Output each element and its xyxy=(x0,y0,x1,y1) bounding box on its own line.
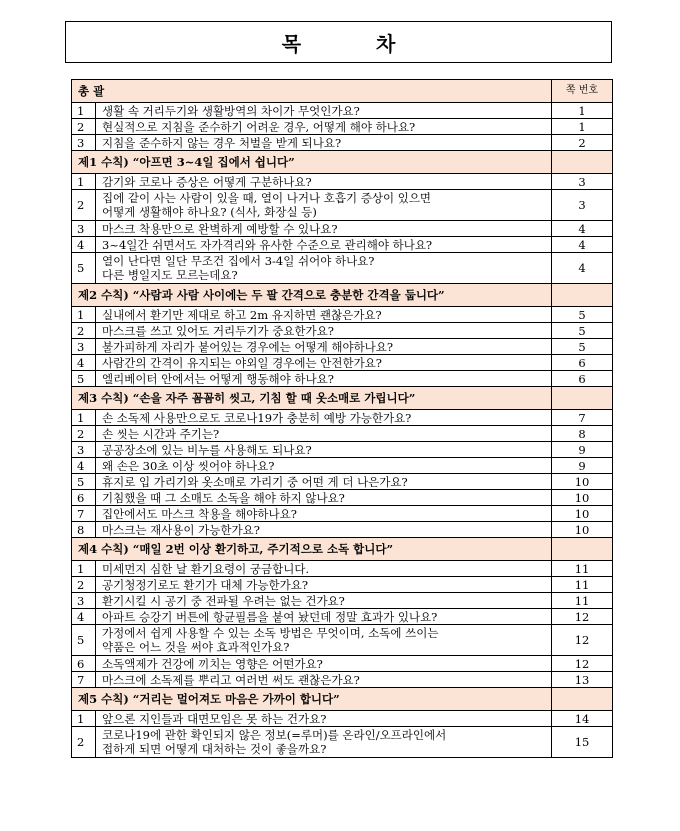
page-number: 3 xyxy=(552,174,613,190)
section-heading: 제2 수칙) “사람과 사람 사이에는 두 팔 간격으로 충분한 간격을 둡니다” xyxy=(72,284,552,307)
page-number: 14 xyxy=(552,711,613,727)
section-heading: 제1 수칙) “아프면 3~4일 집에서 쉽니다” xyxy=(72,151,552,174)
question-number: 2 xyxy=(72,727,96,758)
question-number: 2 xyxy=(72,190,96,221)
question-number: 4 xyxy=(72,609,96,625)
toc-row[interactable] xyxy=(72,190,613,221)
toc-row[interactable] xyxy=(72,103,613,119)
question-cell xyxy=(96,323,552,339)
question-cell xyxy=(96,221,552,237)
toc-body xyxy=(72,80,613,758)
question-cell xyxy=(96,426,552,442)
question-number: 4 xyxy=(72,237,96,253)
toc-title-box xyxy=(65,21,612,63)
question-number: 7 xyxy=(72,672,96,688)
question-cell xyxy=(96,135,552,151)
section-header xyxy=(72,688,613,711)
page-number: 3 xyxy=(552,190,613,221)
page-number: 11 xyxy=(552,593,613,609)
page-number: 5 xyxy=(552,307,613,323)
question-cell xyxy=(96,103,552,119)
question-cell xyxy=(96,237,552,253)
toc-row[interactable] xyxy=(72,426,613,442)
page-number: 6 xyxy=(552,355,613,371)
page-column-header xyxy=(552,151,613,174)
question-number: 2 xyxy=(72,426,96,442)
question-cell xyxy=(96,490,552,506)
question-text-line: 왜 손은 30초 이상 씻어야 하나요? xyxy=(102,458,275,473)
page-number: 8 xyxy=(552,426,613,442)
page-number: 9 xyxy=(552,442,613,458)
page-number: 1 xyxy=(552,119,613,135)
page-number: 6 xyxy=(552,371,613,387)
question-cell xyxy=(96,672,552,688)
page-number: 12 xyxy=(552,625,613,656)
question-number: 2 xyxy=(72,119,96,135)
question-text-line: 어떻게 생활해야 하나요? (식사, 화장실 등) xyxy=(102,205,317,219)
toc-row[interactable] xyxy=(72,625,613,656)
toc-row[interactable] xyxy=(72,237,613,253)
question-cell xyxy=(96,355,552,371)
toc-row[interactable] xyxy=(72,522,613,538)
question-cell xyxy=(96,119,552,135)
question-cell xyxy=(96,474,552,490)
page-number: 4 xyxy=(552,253,613,284)
question-cell xyxy=(96,727,552,758)
question-cell xyxy=(96,506,552,522)
section-header xyxy=(72,538,613,561)
question-text-line: 집에 같이 사는 사람이 있을 때, 열이 나거나 호흡기 증상이 있으면 xyxy=(102,191,432,205)
question-text-line: 접하게 되면 어떻게 대처하는 것이 좋을까요? xyxy=(102,742,327,756)
section-header xyxy=(72,387,613,410)
question-number: 1 xyxy=(72,307,96,323)
question-number: 5 xyxy=(72,371,96,387)
page-number: 1 xyxy=(552,103,613,119)
section-heading: 총 괄 xyxy=(72,80,552,103)
question-text-line: 마스크에 소독제를 뿌리고 여러번 써도 괜찮은가요? xyxy=(102,672,360,687)
toc-row[interactable] xyxy=(72,410,613,426)
page-number: 10 xyxy=(552,490,613,506)
question-number: 6 xyxy=(72,656,96,672)
question-text-line: 실내에서 환기만 제대로 하고 2m 유지하면 괜찮은가요? xyxy=(102,307,382,322)
question-cell xyxy=(96,371,552,387)
question-cell xyxy=(96,174,552,190)
question-text-line: 손 씻는 시간과 주기는? xyxy=(102,426,220,441)
section-header xyxy=(72,80,613,103)
question-text-line: 3~4일간 쉬면서도 자가격리와 유사한 수준으로 관리해야 하나요? xyxy=(102,237,433,252)
question-cell xyxy=(96,711,552,727)
toc-row[interactable] xyxy=(72,656,613,672)
question-text-line: 기침했을 때 그 소매도 소독을 해야 하지 않나요? xyxy=(102,490,345,505)
question-cell xyxy=(96,656,552,672)
toc-row[interactable] xyxy=(72,711,613,727)
question-text-line: 마스크는 재사용이 가능한가요? xyxy=(102,522,260,537)
question-cell xyxy=(96,190,552,221)
question-text-line: 마스크 착용만으로 완벽하게 예방할 수 있나요? xyxy=(102,221,338,236)
page-number: 11 xyxy=(552,577,613,593)
question-number: 1 xyxy=(72,103,96,119)
question-cell xyxy=(96,339,552,355)
question-text-line: 열이 난다면 일단 무조건 집에서 3-4일 쉬어야 하나요? xyxy=(102,254,375,268)
page-column-header xyxy=(552,284,613,307)
question-number: 8 xyxy=(72,522,96,538)
question-text-line: 코로나19에 관한 확인되지 않은 정보(=루머)를 온라인/오프라인에서 xyxy=(102,728,447,742)
section-heading: 제5 수칙) “거리는 멀어져도 마음은 가까이 합니다” xyxy=(72,688,552,711)
toc-title: 목 차 xyxy=(281,31,430,56)
toc-row[interactable] xyxy=(72,727,613,758)
question-text-line: 현실적으로 지침을 준수하기 어려운 경우, 어떻게 해야 하나요? xyxy=(102,119,416,134)
toc-row[interactable] xyxy=(72,135,613,151)
toc-table xyxy=(71,79,613,758)
question-number: 1 xyxy=(72,711,96,727)
question-cell xyxy=(96,253,552,284)
toc-row[interactable] xyxy=(72,119,613,135)
question-number: 5 xyxy=(72,625,96,656)
page-number: 5 xyxy=(552,323,613,339)
question-number: 3 xyxy=(72,135,96,151)
question-cell xyxy=(96,593,552,609)
question-text-line: 손 소독제 사용만으로도 코로나19가 충분히 예방 가능한가요? xyxy=(102,410,412,425)
question-cell xyxy=(96,625,552,656)
toc-row[interactable] xyxy=(72,442,613,458)
page-number: 13 xyxy=(552,672,613,688)
page-number: 10 xyxy=(552,522,613,538)
question-number: 3 xyxy=(72,221,96,237)
section-header xyxy=(72,151,613,174)
question-text-line: 소독액제가 건강에 끼치는 영향은 어떤가요? xyxy=(102,656,323,671)
question-text-line: 앞으론 지인들과 대면모임은 못 하는 건가요? xyxy=(102,711,327,726)
question-text-line: 다른 병일지도 모르는데요? xyxy=(102,268,238,282)
toc-row[interactable] xyxy=(72,672,613,688)
question-number: 2 xyxy=(72,323,96,339)
question-cell xyxy=(96,458,552,474)
toc-row[interactable] xyxy=(72,323,613,339)
question-cell xyxy=(96,609,552,625)
toc-row[interactable] xyxy=(72,174,613,190)
question-text-line: 생활 속 거리두기와 생활방역의 차이가 무엇인가요? xyxy=(102,103,360,118)
question-text-line: 지침을 준수하지 않는 경우 처벌을 받게 되나요? xyxy=(102,135,342,150)
section-heading: 제3 수칙) “손을 자주 꼼꼼히 씻고, 기침 할 때 옷소매로 가립니다” xyxy=(72,387,552,410)
page-number: 4 xyxy=(552,237,613,253)
question-number: 6 xyxy=(72,490,96,506)
toc-row[interactable] xyxy=(72,339,613,355)
question-number: 1 xyxy=(72,410,96,426)
toc-row[interactable] xyxy=(72,561,613,577)
question-text-line: 감기와 코로나 증상은 어떻게 구분하나요? xyxy=(102,174,312,189)
toc-row[interactable] xyxy=(72,221,613,237)
toc-row[interactable] xyxy=(72,577,613,593)
question-text-line: 휴지로 입 가리기와 옷소매로 가리기 중 어떤 게 더 나은가요? xyxy=(102,474,408,489)
question-text-line: 약품은 어느 것을 써야 효과적인가요? xyxy=(102,640,290,654)
toc-row[interactable] xyxy=(72,355,613,371)
page-column-header xyxy=(552,688,613,711)
page-number: 10 xyxy=(552,506,613,522)
section-header xyxy=(72,284,613,307)
question-text-line: 집안에서도 마스크 착용을 해야하나요? xyxy=(102,506,297,521)
page-column-header xyxy=(552,538,613,561)
page-number: 11 xyxy=(552,561,613,577)
toc-row[interactable] xyxy=(72,490,613,506)
toc-row[interactable] xyxy=(72,609,613,625)
toc-row[interactable] xyxy=(72,506,613,522)
toc-row[interactable] xyxy=(72,458,613,474)
page-number: 7 xyxy=(552,410,613,426)
question-number: 7 xyxy=(72,506,96,522)
question-number: 5 xyxy=(72,253,96,284)
question-cell xyxy=(96,410,552,426)
page-number: 10 xyxy=(552,474,613,490)
question-text-line: 아파트 승강기 버튼에 항균필름을 붙여 놨던데 정말 효과가 있나요? xyxy=(102,609,438,624)
toc-row[interactable] xyxy=(72,307,613,323)
page-number: 15 xyxy=(552,727,613,758)
toc-row[interactable] xyxy=(72,474,613,490)
question-text-line: 미세먼지 심한 날 환기요령이 궁금합니다. xyxy=(102,561,310,576)
question-cell xyxy=(96,577,552,593)
question-number: 3 xyxy=(72,339,96,355)
toc-row[interactable] xyxy=(72,253,613,284)
question-text-line: 가정에서 쉽게 사용할 수 있는 소독 방법은 무엇이며, 소독에 쓰이는 xyxy=(102,626,439,640)
question-text-line: 사람간의 간격이 유지되는 야외일 경우에는 안전한가요? xyxy=(102,355,382,370)
section-heading: 제4 수칙) “매일 2번 이상 환기하고, 주기적으로 소독 합니다” xyxy=(72,538,552,561)
question-number: 1 xyxy=(72,561,96,577)
question-text-line: 환기시킬 시 공기 중 전파될 우려는 없는 건가요? xyxy=(102,593,345,608)
toc-row[interactable] xyxy=(72,371,613,387)
page-number: 12 xyxy=(552,609,613,625)
question-cell xyxy=(96,561,552,577)
question-text-line: 불가피하게 자리가 붙어있는 경우에는 어떻게 해야하나요? xyxy=(102,339,394,354)
page-column-header: 쪽 번호 xyxy=(552,80,613,103)
question-cell xyxy=(96,522,552,538)
question-cell xyxy=(96,442,552,458)
question-number: 4 xyxy=(72,458,96,474)
question-number: 3 xyxy=(72,442,96,458)
question-text-line: 공공장소에 있는 비누를 사용해도 되나요? xyxy=(102,442,312,457)
page-number: 2 xyxy=(552,135,613,151)
question-number: 2 xyxy=(72,577,96,593)
question-cell xyxy=(96,307,552,323)
page-number: 9 xyxy=(552,458,613,474)
question-text-line: 엘리베이터 안에서는 어떻게 행동해야 하나요? xyxy=(102,371,334,386)
question-number: 3 xyxy=(72,593,96,609)
question-number: 4 xyxy=(72,355,96,371)
page-number: 4 xyxy=(552,221,613,237)
question-number: 5 xyxy=(72,474,96,490)
page-number: 12 xyxy=(552,656,613,672)
question-number: 1 xyxy=(72,174,96,190)
page-column-header xyxy=(552,387,613,410)
toc-row[interactable] xyxy=(72,593,613,609)
question-text-line: 공기청정기로도 환기가 대체 가능한가요? xyxy=(102,577,308,592)
question-text-line: 마스크를 쓰고 있어도 거리두기가 중요한가요? xyxy=(102,323,334,338)
page-number: 5 xyxy=(552,339,613,355)
